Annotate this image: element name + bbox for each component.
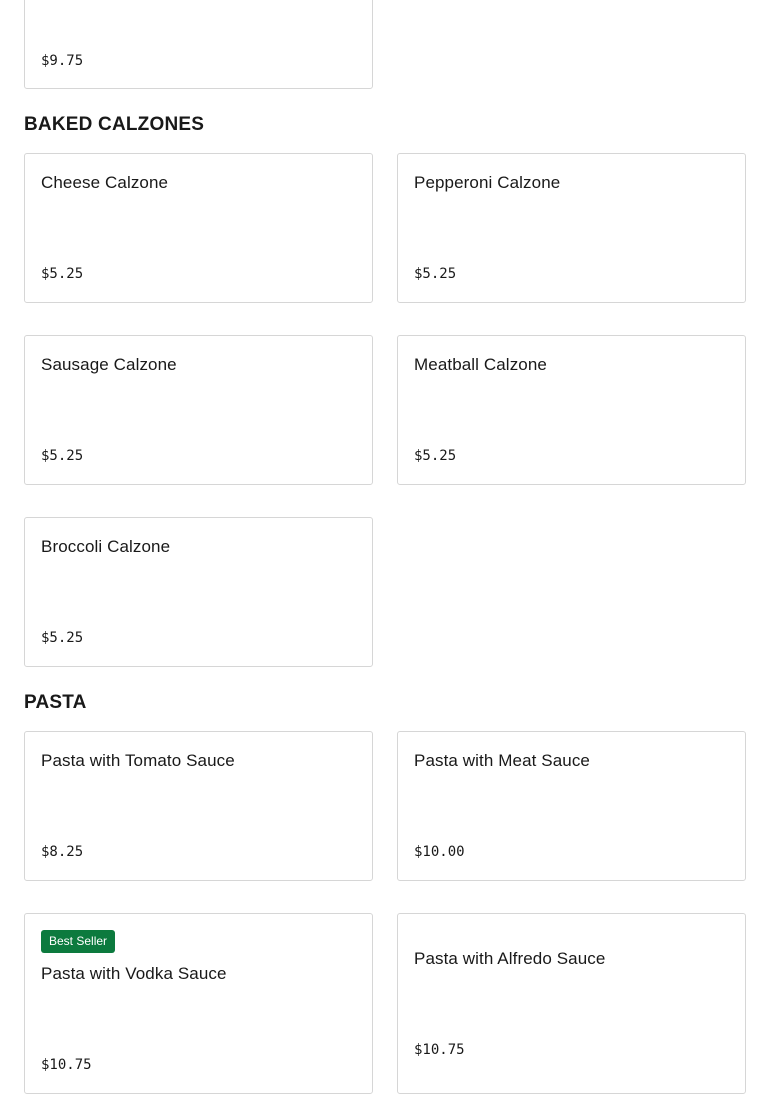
best-seller-badge: Best Seller: [41, 930, 115, 953]
item-price: $10.00: [414, 844, 465, 860]
menu-item-broccoli-calzone[interactable]: [24, 517, 373, 667]
item-price: $5.25: [41, 630, 84, 646]
item-name: Broccoli Calzone: [41, 537, 171, 556]
section-title-calzones: BAKED CALZONES: [24, 114, 205, 135]
item-name: Cheese Calzone: [41, 173, 169, 192]
item-price: $9.75: [41, 53, 84, 69]
item-name: Pasta with Alfredo Sauce: [414, 949, 606, 968]
menu-item-cheese-calzone[interactable]: [24, 153, 373, 303]
item-price: $10.75: [414, 1042, 465, 1058]
menu-item-pasta-alfredo[interactable]: [397, 913, 746, 1094]
item-name: Sausage Calzone: [41, 355, 177, 374]
item-name: Pasta with Meat Sauce: [414, 751, 590, 770]
item-price: $5.25: [41, 266, 84, 282]
item-name: Pasta with Tomato Sauce: [41, 751, 235, 770]
section-title-pasta: PASTA: [24, 692, 87, 713]
item-name: Pepperoni Calzone: [414, 173, 561, 192]
item-price: $5.25: [414, 448, 457, 464]
menu-item-card[interactable]: [24, 0, 373, 89]
item-name: Pasta with Vodka Sauce: [41, 964, 227, 983]
item-name: Meatball Calzone: [414, 355, 547, 374]
menu-item-sausage-calzone[interactable]: [24, 335, 373, 485]
menu-item-meatball-calzone[interactable]: [397, 335, 746, 485]
menu-item-pepperoni-calzone[interactable]: [397, 153, 746, 303]
item-price: $5.25: [41, 448, 84, 464]
item-price: $8.25: [41, 844, 84, 860]
item-price: $5.25: [414, 266, 457, 282]
item-price: $10.75: [41, 1057, 92, 1073]
menu-item-pasta-vodka[interactable]: [24, 913, 373, 1094]
menu-item-pasta-tomato[interactable]: [24, 731, 373, 881]
menu-item-pasta-meat[interactable]: [397, 731, 746, 881]
